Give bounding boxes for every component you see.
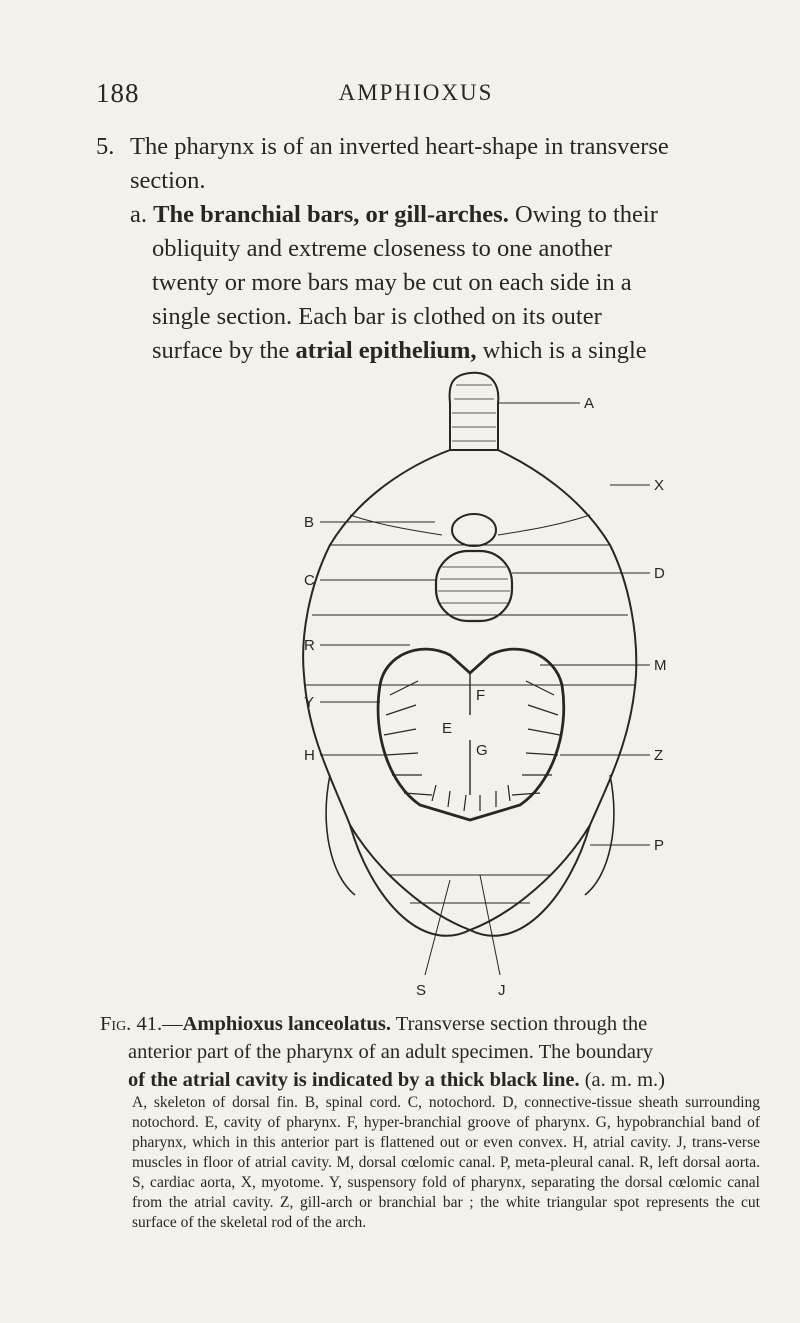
caption-fig-number: 41.— bbox=[136, 1013, 183, 1035]
label-p: P bbox=[654, 837, 665, 854]
subsection-a-line-3: twenty or more bars may be cut on each side in a bbox=[152, 269, 632, 296]
subsection-a-line-2: obliquity and extreme closeness to one another bbox=[152, 235, 612, 262]
running-head: AMPHIOXUS bbox=[338, 80, 494, 105]
subsection-a-line-5a: surface by the bbox=[152, 337, 296, 364]
atrial-epithelium-term: atrial epithelium, bbox=[295, 337, 477, 364]
caption-species: Amphioxus lanceolatus. bbox=[182, 1013, 392, 1035]
label-b: B bbox=[304, 514, 315, 531]
label-j: J bbox=[498, 982, 506, 999]
label-d: D bbox=[654, 565, 665, 582]
figure-caption bbox=[100, 1010, 760, 1094]
figure-legend: A, skeleton of dorsal fin. B, spinal cord. C, notochord. D, connective-tissue sheath surrounding notochord. E, cavity of pharynx. F, hyper-branchial groove of pharynx. G, hypobranchial band of pharynx, which in this anterior part is flattened out or even convex. H, atrial cavity. J, trans-verse muscles in floor of atrial cavity. M, dorsal cœlomic canal. P, meta-pleural canal. R, left dorsal aorta. S, cardiac aorta, X, myotome. Y, suspensory fold of pharynx, separating the dorsal cœlomic canal from the atrial cavity. Z, gill-arch or branchial bar ; the white triangular spot represents the cut surface of the skeletal rod of the arch. bbox=[132, 1094, 760, 1231]
label-c: C bbox=[304, 572, 315, 589]
subsection-letter: a. bbox=[130, 201, 147, 228]
label-h: H bbox=[304, 747, 315, 764]
label-y: Y bbox=[304, 694, 315, 711]
subsection-a-line-4: single section. Each bar is clothed on its outer bbox=[152, 303, 602, 330]
label-a: A bbox=[584, 395, 595, 412]
subsection-a-line-5b: which is a single bbox=[476, 337, 647, 364]
section-5-line-1: The pharynx is of an inverted heart-shape in transverse bbox=[130, 133, 669, 160]
label-s: S bbox=[416, 982, 427, 999]
label-e: E bbox=[442, 720, 453, 737]
subsection-a-paragraph bbox=[96, 198, 756, 368]
page-header bbox=[96, 78, 736, 118]
label-r: R bbox=[304, 637, 315, 654]
label-g: G bbox=[476, 742, 488, 759]
caption-line-1-rest: Transverse section through the bbox=[391, 1013, 648, 1035]
caption-line-3-bold: of the atrial cavity is indicated by a thick black line. bbox=[128, 1069, 580, 1091]
label-x: X bbox=[654, 477, 665, 494]
caption-credit: (a. m. m.) bbox=[579, 1069, 665, 1091]
subsection-a-line-1-rest: Owing to their bbox=[508, 201, 658, 228]
subsection-title: The branchial bars, or gill-arches. bbox=[153, 201, 509, 228]
caption-fig-prefix: Fig. bbox=[100, 1013, 132, 1035]
caption-line-2: anterior part of the pharynx of an adult specimen. The boundary bbox=[128, 1041, 654, 1063]
cross-section-drawing bbox=[180, 355, 700, 1015]
label-f: F bbox=[476, 687, 486, 704]
page-number: 188 bbox=[96, 78, 140, 108]
section-5-paragraph bbox=[96, 130, 756, 198]
section-number: 5. bbox=[96, 133, 115, 160]
amphioxus-section-figure bbox=[180, 355, 700, 1015]
label-m: M bbox=[654, 657, 667, 674]
label-z: Z bbox=[654, 747, 664, 764]
section-5-line-2: section. bbox=[130, 167, 206, 194]
